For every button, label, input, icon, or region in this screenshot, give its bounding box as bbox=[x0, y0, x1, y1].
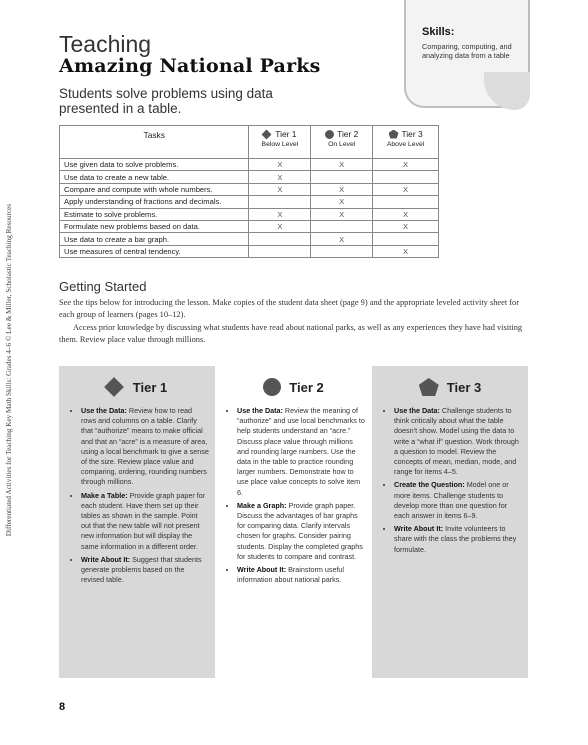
page-number: 8 bbox=[59, 701, 66, 713]
list-item: • Make a Table: Provide graph paper for each student. Have them set up their tables as shown in the sample. Point out that the new table will not present new information but will display the same information in a different order. bbox=[81, 491, 215, 552]
tier3-header: Tier 3 Above Level bbox=[373, 126, 439, 159]
list-item: • Use the Data: Review how to read rows and columns on a table. Clarify that “authorize” means to make official and that an “acre” is a measure of area, using a local benchmark to give a sense of the size. Review place value and comparing, ordering, rounding numbers through millions. bbox=[81, 406, 215, 488]
tier-panel bbox=[59, 366, 528, 678]
side-credit bbox=[2, 190, 16, 550]
getting-started-heading: Getting Started bbox=[59, 279, 147, 294]
table-row: Use data to create a new table. X bbox=[60, 171, 439, 183]
subtitle: Students solve problems using data presented in a table. bbox=[59, 86, 273, 116]
tier3-title: Tier 3 bbox=[446, 379, 482, 395]
list-item: • Use the Data: Review the meaning of “authorize” and use local benchmarks to help students understand an “acre.” Discuss place value through millions and rounding large numbers. Use the data in the table to practice rounding larger numbers. Demonstrate how to use place value concepts to solve item 6. bbox=[237, 406, 372, 498]
table-row: Apply understanding of fractions and decimals. X bbox=[60, 196, 439, 208]
list-item: • Use the Data: Challenge students to think critically about what the table doesn’t show. Model using the data to write a “what if” question. Work through a question to model. Review the concepts of mean, median, mode, and range for items 4–5. bbox=[394, 406, 528, 477]
table-row: Use given data to solve problems. X X X bbox=[60, 159, 439, 171]
list-item: • Create the Question: Model one or more items. Challenge students to develop more than one question for each answer in items 6–9. bbox=[394, 480, 528, 521]
tier2-title: Tier 2 bbox=[289, 379, 324, 395]
list-item: • Write About It: Brainstorm useful information about national parks. bbox=[237, 565, 372, 585]
pentagon-icon bbox=[419, 378, 439, 396]
diamond-icon bbox=[104, 377, 124, 397]
intro-paragraph-2: Access prior knowledge by discussing what students have read about national parks, as well as any experiences they have had visiting them. Review place value through millions. bbox=[59, 323, 523, 344]
list-item: • Write About It: Invite volunteers to share with the class the problems they formulate. bbox=[394, 524, 528, 555]
title-line2: Amazing National Parks bbox=[59, 55, 321, 77]
side-credit-text: Differentiated Activities for Teaching Key Math Skills: Grades 4–6 © Lee & Miller, Scholastic Teaching Resources bbox=[5, 203, 13, 537]
tasks-table bbox=[59, 125, 439, 258]
tasks-header: Tasks bbox=[60, 126, 249, 159]
table-row: Compare and compute with whole numbers. X X X bbox=[60, 183, 439, 195]
title-line1: Teaching bbox=[59, 31, 152, 57]
circle-icon bbox=[325, 130, 334, 139]
tier1-column bbox=[59, 366, 215, 678]
list-item: • Make a Graph: Provide graph paper. Discuss the advantages of bar graphs for comparing data. Clarify intervals chosen for graphs. Consider pairing students. Display the completed graphs for students to compare and contrast. bbox=[237, 501, 372, 562]
skills-text: Comparing, computing, and analyzing data from a table bbox=[422, 42, 512, 60]
intro-paragraph-1: See the tips below for introducing the lesson. Make copies of the student data sheet (page 9) and the appropriate leveled activity sheet for each group of learners (pages 10–12). bbox=[59, 298, 520, 319]
table-row: Use data to create a bar graph. X bbox=[60, 233, 439, 245]
list-item: • Write About It: Suggest that students generate problems based on the revised table. bbox=[81, 555, 215, 586]
tier2-header: Tier 2 On Level bbox=[311, 126, 373, 159]
table-row: Estimate to solve problems. X X X bbox=[60, 208, 439, 220]
tier1-title: Tier 1 bbox=[132, 379, 168, 395]
skills-heading: Skills: bbox=[422, 26, 455, 38]
tier2-column bbox=[215, 366, 372, 678]
pentagon-icon bbox=[389, 130, 399, 139]
diamond-icon bbox=[262, 129, 272, 139]
circle-icon bbox=[263, 378, 281, 396]
tier3-column bbox=[372, 366, 528, 678]
table-row: Formulate new problems based on data. X X bbox=[60, 220, 439, 232]
tier1-header: Tier 1 Below Level bbox=[249, 126, 311, 159]
table-row: Use measures of central tendency. X bbox=[60, 245, 439, 257]
